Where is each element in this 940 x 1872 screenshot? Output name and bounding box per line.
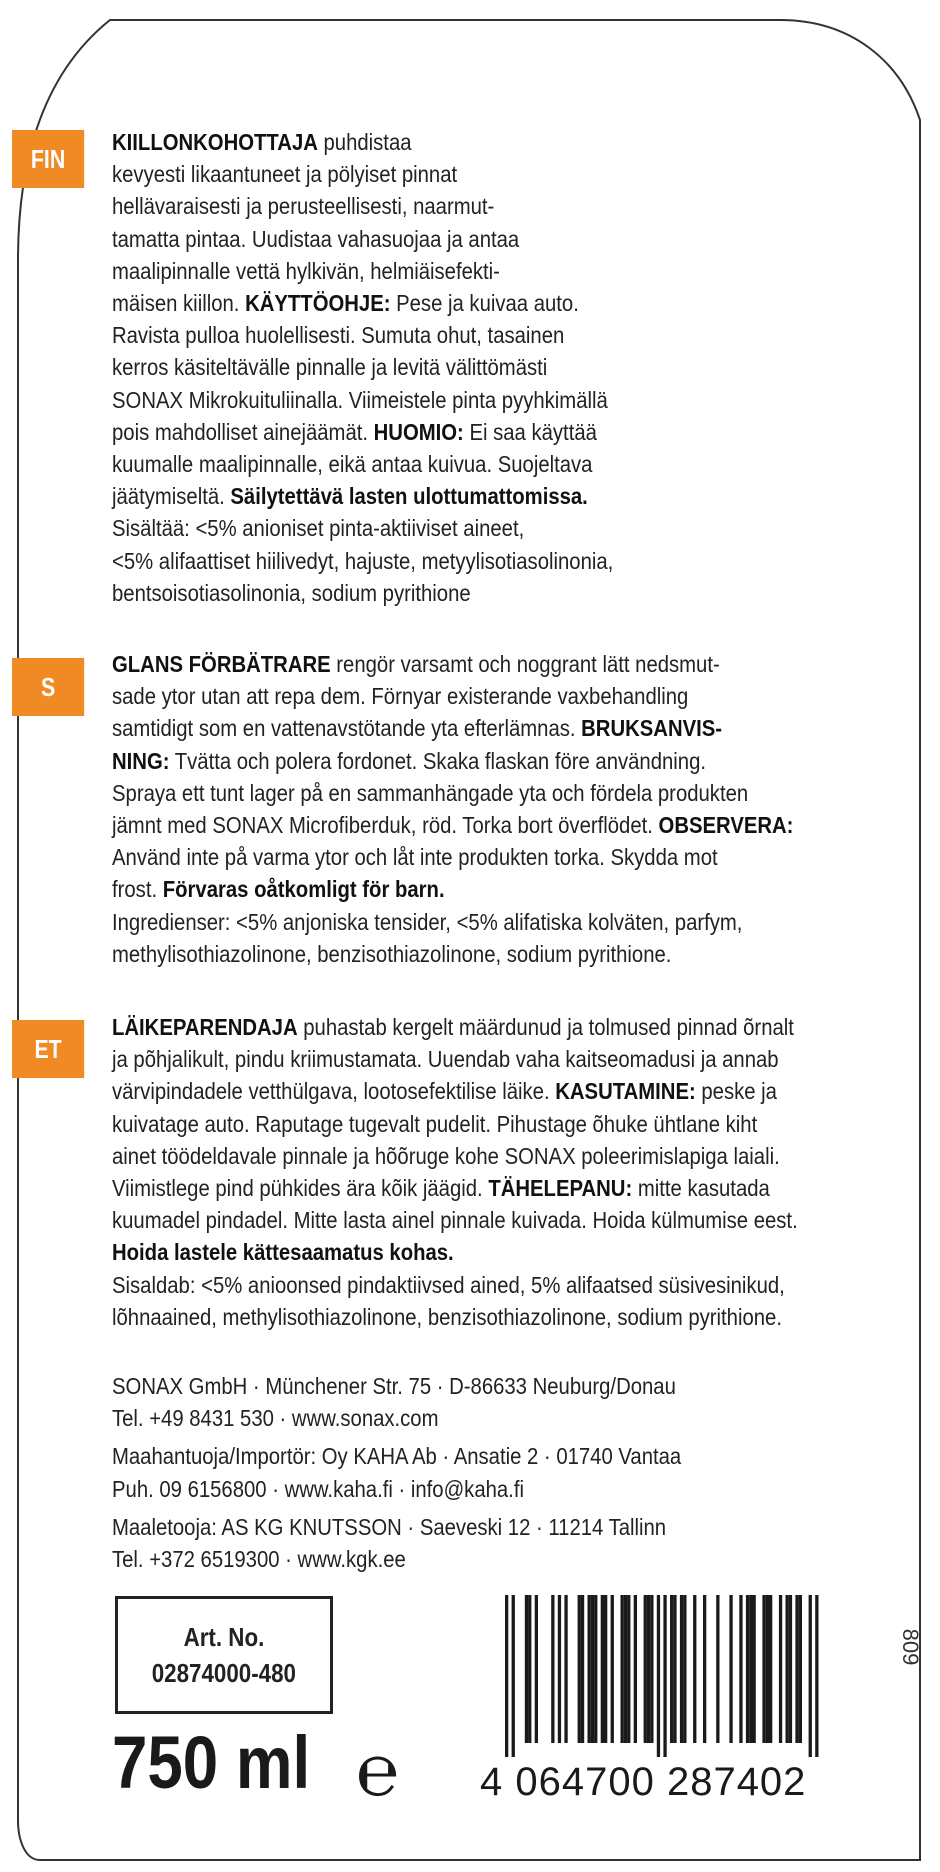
text-line [112,938,838,970]
contact-block [112,1370,838,1575]
body-text: mitte kasutada [632,1175,770,1202]
barcode-bar [634,1595,637,1743]
barcode-bar [604,1595,607,1743]
contact-line: Tel. +49 8431 530 · www.sonax.com [112,1405,439,1432]
body-text: jämnt med SONAX Microfiberduk, röd. Torka bort överflödet. [112,812,659,839]
body-text: puhastab kergelt määrdunud ja tolmused pinnad õrnalt [297,1014,794,1040]
body-text: Spraya ett tunt lager på en sammanhängade yta och fördela produkten [112,779,749,806]
bold-text: OBSERVERA: [658,812,794,839]
barcode-bar [769,1595,772,1743]
body-text: ainet töödeldavale pinnale ja hõõruge kohe SONAX poleerimislapiga laiali. [112,1142,780,1169]
language-tab-s: S [12,658,84,716]
fin-text-block [112,126,838,609]
body-text: puhdistaa [317,129,412,155]
body-text: tamatta pintaa. Uudistaa vahasuojaa ja antaa [112,225,520,252]
barcode-bar [528,1595,531,1743]
text-line [112,448,838,480]
s-text-block [112,648,838,970]
body-text: rengör varsamt och noggrant lätt nedsmut- [330,651,720,677]
body-text: Använd inte på varma ytor och låt inte produkten torka. Skydda mot [112,844,718,871]
text-line [112,1108,838,1140]
barcode-bar [564,1595,567,1743]
article-label: Art. No. [183,1622,265,1652]
barcode-bar [716,1595,719,1743]
contact-line: Maahantuoja/Importör: Oy KAHA Ab · Ansatie 2 · 01740 Vantaa [112,1443,682,1470]
body-text: frost. [112,876,163,903]
barcode-bar [739,1595,742,1743]
body-text: mäisen kiillon. [112,290,246,317]
body-text: jäätymiseltä. [112,483,231,510]
body-text: Tvätta och polera fordonet. Skaka flaskan före användning. [169,747,707,774]
text-line [112,873,838,905]
text-line [112,1204,838,1236]
text-line [112,158,838,190]
bold-text: Säilytettävä lasten ulottumattomissa. [230,483,588,510]
body-text: peske ja [695,1078,777,1105]
barcode-bar [611,1595,614,1743]
barcode-bar [799,1595,802,1743]
text-line [112,190,838,222]
language-tab-fin: FIN [12,130,84,188]
text-line [112,809,838,841]
bold-text: KIILLONKOHOTTAJA [112,129,318,155]
barcode-bar [766,1595,769,1743]
barcode-bar [525,1595,528,1743]
bold-text: HUOMIO: [373,418,464,445]
text-line [112,577,838,609]
barcode-bar [779,1595,782,1743]
barcode-bar [650,1595,653,1743]
barcode-bar [588,1595,591,1743]
barcode-bar [512,1595,515,1757]
text-line [112,745,838,777]
barcode-bar [594,1595,597,1743]
bold-text: LÄIKEPARENDAJA [112,1014,298,1040]
barcode-bar [809,1595,812,1757]
barcode-bar [505,1595,508,1757]
body-text: Ingredienser: <5% anjoniska tensider, <5% alifatiska kolväten, parfym, [112,908,743,935]
contact-line: Tel. +372 6519300 · www.kgk.ee [112,1546,406,1573]
barcode-bar [627,1595,630,1743]
barcode-bar [670,1595,673,1743]
body-text: värvipindadele vetthülgava, lootosefektilise läike. [112,1078,556,1105]
bold-text: NING: [112,747,170,774]
text-line [112,1172,838,1204]
text-line [112,1011,838,1043]
text-line [112,680,838,712]
text-line [112,223,838,255]
body-text: methylisothiazolinone, benzisothiazolinone, sodium pyrithione. [112,940,672,967]
volume-label: 750 ml [112,1721,311,1804]
barcode-bar [749,1595,752,1743]
body-text: sade ytor utan att repa dem. Förnyar existerande vaxbehandling [112,683,689,710]
body-text: kuumalle maalipinnalle, eikä antaa kuivua. Suojeltava [112,451,593,478]
barcode-bar [657,1595,660,1757]
bold-text: Hoida lastele kättesaamatus kohas. [112,1239,454,1266]
barcode-bar [703,1595,706,1743]
text-line [112,545,838,577]
et-text-block [112,1011,838,1333]
body-text: bentsoisotiasolinonia, sodium pyrithione [112,579,471,606]
text-line [112,287,838,319]
barcode [505,1595,855,1757]
text-line [112,319,838,351]
body-text: lõhnaained, methylisothiazolinone, benzisothiazolinone, sodium pyrithione. [112,1303,782,1330]
body-text: kerros käsiteltävälle pinnalle ja levitä välittömästi [112,354,548,381]
article-number: 02874000-480 [151,1658,297,1688]
barcode-bar [621,1595,624,1743]
contact-line: SONAX GmbH · Münchener Str. 75 · D-86633 Neuburg/Donau [112,1373,676,1399]
barcode-bar [762,1595,765,1743]
bold-text: TÄHELEPANU: [488,1175,633,1202]
body-text: Sisaldab: <5% anioonsed pindaktiivsed ained, 5% alifaatsed süsivesinikud, [112,1271,785,1298]
text-line [112,841,838,873]
barcode-bar [578,1595,581,1743]
language-tab-et: ET [12,1020,84,1078]
side-code: 809 [898,1628,923,1666]
barcode-bar [789,1595,792,1743]
body-text: ja põhjalikult, pindu kriimustamata. Uuendab vaha kaitseomadusi ja annab [112,1046,779,1073]
barcode-bar [663,1595,666,1757]
body-text: Viimistlege pind pühkides ära kõik jäägid. [112,1175,489,1202]
barcode-bar [795,1595,798,1743]
barcode-bar [683,1595,686,1743]
barcode-bar [535,1595,538,1743]
text-line [112,416,838,448]
text-line [112,1301,838,1333]
bold-text: GLANS FÖRBÄTRARE [112,651,331,677]
body-text: kuivatage auto. Raputage tugevalt pudelit. Pihustage õhuke ühtlane kiht [112,1110,758,1137]
barcode-bar [815,1595,818,1757]
barcode-bar [551,1595,554,1743]
text-line [112,1269,838,1301]
barcode-bar [729,1595,732,1743]
barcode-bar [786,1595,789,1743]
text-line [112,1043,838,1075]
body-text: pois mahdolliset ainejäämät. [112,418,374,445]
barcode-bar [673,1595,676,1743]
text-line [112,648,838,680]
text-line [112,512,838,544]
text-line [112,1140,838,1172]
body-text: Sisältää: <5% anioniset pinta-aktiiviset aineet, [112,515,525,542]
bold-text: BRUKSANVIS- [581,715,723,742]
barcode-bar [647,1595,650,1743]
barcode-bar [591,1595,594,1743]
text-line [112,126,838,158]
text-line [112,384,838,416]
body-text: kevyesti likaantuneet ja pölyiset pinnat [112,161,458,188]
body-text: Pese ja kuivaa auto. [390,290,579,317]
text-line [112,480,838,512]
text-line [112,777,838,809]
bold-text: Förvaras oåtkomligt för barn. [162,876,445,903]
body-text: Ei saa käyttää [463,418,597,445]
barcode-bar [693,1595,696,1743]
bold-text: KÄYTTÖOHJE: [245,290,391,317]
body-text: Ravista pulloa huolellisesti. Sumuta ohut, tasainen [112,322,565,349]
text-line [112,1236,838,1268]
body-text: <5% alifaattiset hiilivedyt, hajuste, metyylisotiasolinonia, [112,547,614,574]
barcode-bar [644,1595,647,1743]
barcode-bar [753,1595,756,1743]
barcode-bar [558,1595,561,1743]
article-number-box [115,1596,333,1714]
text-line [112,1075,838,1107]
body-text: kuumadel pindadel. Mitte lasta ainel pinnale kuivada. Hoida külmumise eest. [112,1207,798,1234]
barcode-bar [746,1595,749,1743]
barcode-bar [624,1595,627,1743]
contact-line: Puh. 09 6156800 · www.kaha.fi · info@kaha.fi [112,1475,524,1502]
body-text: hellävaraisesti ja perusteellisesti, naarmut- [112,193,495,220]
text-line [112,351,838,383]
contact-line: Maaletooja: AS KG KNUTSSON · Saeveski 12 · 11214 Tallinn [112,1513,667,1540]
body-text: SONAX Mikrokuituliinalla. Viimeistele pinta pyyhkimällä [112,386,608,413]
body-text: samtidigt som en vattenavstötande yta efterlämnas. [112,715,582,742]
text-line [112,255,838,287]
estimated-sign-icon: ℮ [356,1728,400,1812]
barcode-bar [680,1595,683,1743]
barcode-digits: 4 064700 287402 [480,1760,807,1804]
text-line [112,906,838,938]
text-line [112,712,838,744]
barcode-bar [601,1595,604,1743]
barcode-bar [581,1595,584,1743]
bold-text: KASUTAMINE: [555,1078,696,1105]
body-text: maalipinnalle vettä hylkivän, helmiäisefekti- [112,257,500,284]
